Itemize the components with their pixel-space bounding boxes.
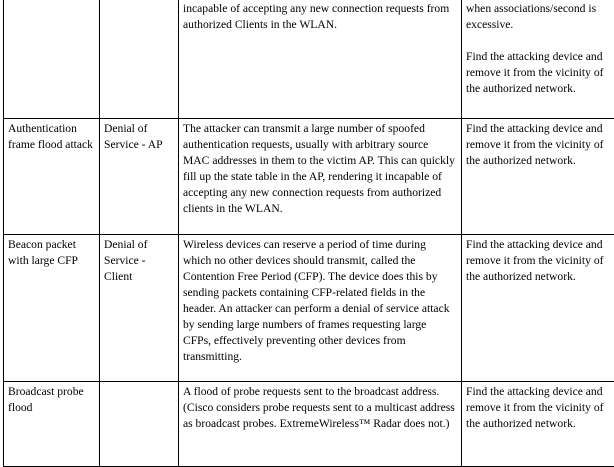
table-row [4,235,614,382]
threat-description-cell: incapable of accepting any new connection requests from authorized Clients in the WLAN. [179,0,462,119]
solution-paragraph: when associations/second is excessive. [466,1,610,33]
threat-description-cell: A flood of probe requests sent to the broadcast address. (Cisco considers probe requests sent to a multicast address as broadcast probes. ExtremeWireless™ Radar does not.) [179,382,462,467]
table-row [4,119,614,235]
threat-solution-cell [462,119,614,235]
solution-paragraph: Find the attacking device and remove it from the vicinity of the authorized network. [466,121,610,169]
threat-type-cell [100,382,179,467]
threat-name-cell: Authentication frame flood attack [4,119,100,235]
threat-type-cell [100,0,179,119]
threat-solution-cell [462,235,614,382]
table-row [4,0,614,119]
solution-paragraph: Find the attacking device and remove it from the vicinity of the authorized network. [466,49,610,97]
table-row [4,382,614,467]
solution-paragraph: Find the attacking device and remove it from the vicinity of the authorized network. [466,237,610,285]
threat-solution-cell [462,382,614,467]
solution-paragraph: Find the attacking device and remove it from the vicinity of the authorized network. [466,384,610,432]
threat-name-cell: Broadcast probe flood [4,382,100,467]
threat-solution-cell [462,0,614,119]
threat-name-cell [4,0,100,119]
threat-name-cell: Beacon packet with large CFP [4,235,100,382]
threat-description-cell: The attacker can transmit a large number of spoofed authentication requests, usually with arbitrary source MAC addresses in them to the victim AP. This can quickly fill up the state table in the AP, rendering it incapable of accepting any new connection requests from authorized clients in the WLAN. [179,119,462,235]
threat-table [3,0,614,467]
threat-description-cell: Wireless devices can reserve a period of time during which no other devices should transmit, called the Contention Free Period (CFP). The device does this by sending packets containing CFP-related fields in the header. An attacker can perform a denial of service attack by sending large numbers of frames requesting large CFPs, effectively preventing other devices from transmitting. [179,235,462,382]
threat-type-cell: Denial of Service - Client [100,235,179,382]
threat-type-cell: Denial of Service - AP [100,119,179,235]
